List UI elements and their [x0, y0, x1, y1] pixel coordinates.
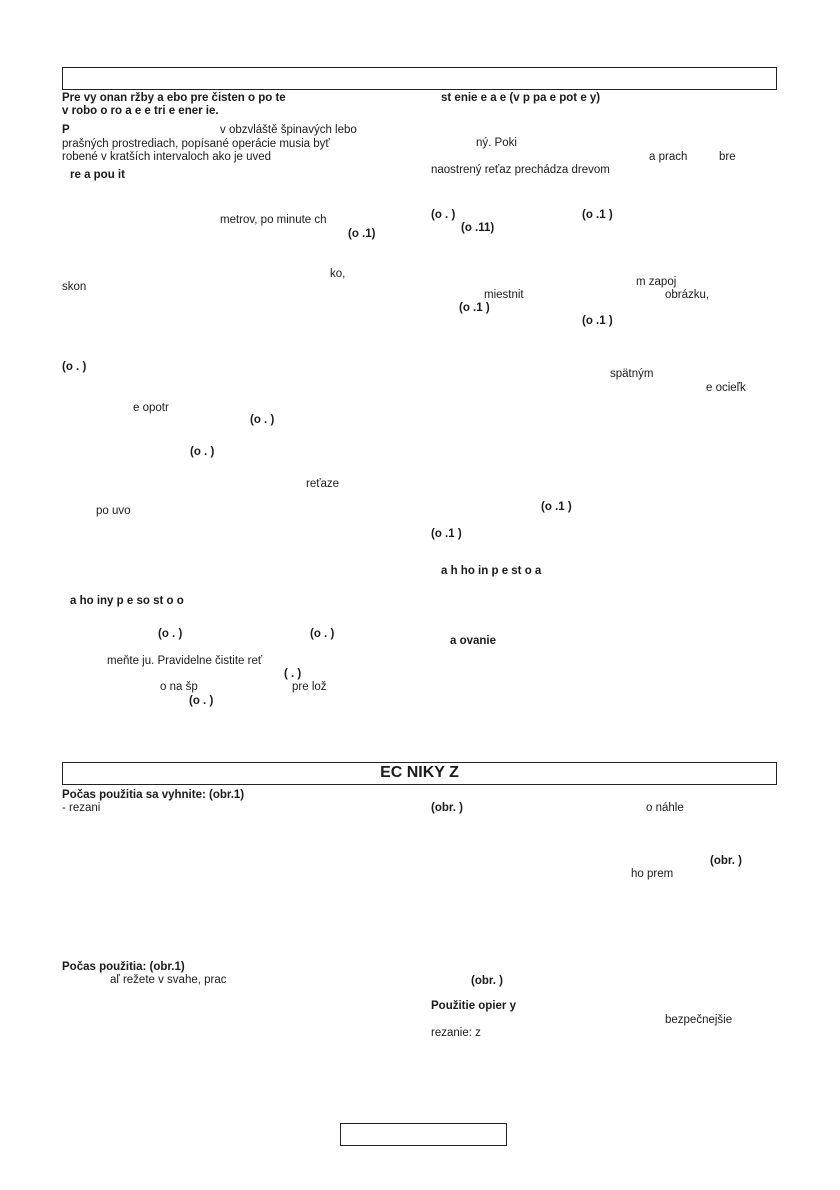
figure-reference: (obr. ) — [710, 855, 742, 867]
figure-reference: (o . ) — [250, 414, 275, 426]
support-heading: Použitie opier y — [431, 1000, 516, 1012]
figure-reference: (obr. ) — [471, 975, 503, 987]
text-fragment: bre — [719, 151, 736, 163]
paragraph-line: naostrený reťaz prechádza drevom — [431, 164, 610, 176]
avoid-heading: Počas použitia sa vyhnite: (obr.1) — [62, 789, 245, 801]
figure-reference: (o .1 ) — [541, 501, 572, 513]
page-number-box — [340, 1123, 507, 1146]
text-fragment: po uvo — [96, 505, 131, 517]
figure-reference: (o .1 ) — [582, 315, 613, 327]
text-fragment: skon — [62, 281, 87, 293]
subheading-bar-drive: a h ho in p e st o a — [441, 565, 542, 577]
sharpening-heading: st enie e a e (v p pa e pot e y) — [441, 92, 601, 104]
paragraph-line: rezanie: z — [431, 1027, 481, 1039]
maintenance-heading-line2: v robo o ro a e e tri e ener ie. — [62, 105, 219, 117]
text-fragment: miestnit — [484, 289, 524, 301]
figure-reference: (o .1 ) — [431, 528, 462, 540]
paragraph-line: aľ režete v svahe, prac — [110, 974, 227, 986]
maintenance-heading-line1: Pre vy onan ržby a ebo pre čisten o po te — [62, 92, 286, 104]
paragraph-line: prašných prostrediach, popísané operácie musia byť — [62, 138, 330, 150]
figure-reference: (o . ) — [310, 628, 335, 640]
text-fragment: ho prem — [631, 868, 674, 880]
figure-reference: (o .11) — [461, 222, 495, 234]
text-fragment: e opotr — [133, 402, 169, 414]
figure-reference: (obr. ) — [431, 802, 463, 814]
subheading-sprocket: a ho iny p e so st o o — [70, 595, 184, 607]
paragraph-line: robené v kratších intervaloch ako je uved — [62, 151, 272, 163]
text-fragment: metrov, po minute ch — [220, 214, 327, 226]
figure-reference: (o . ) — [62, 361, 87, 373]
figure-reference: (o . ) — [190, 446, 215, 458]
text-fragment: obrázku, — [665, 289, 710, 301]
paragraph-lead-letter: P — [62, 124, 70, 136]
list-item: - rezani — [62, 802, 101, 814]
paragraph-line: meňte ju. Pravidelne čistite reť — [107, 655, 263, 667]
text-fragment: bezpečnejšie — [665, 1014, 733, 1026]
figure-reference: (o . ) — [189, 695, 214, 707]
subheading-lubrication: a ovanie — [450, 635, 497, 647]
figure-reference: ( . ) — [284, 668, 302, 680]
text-fragment: ko, — [330, 268, 346, 280]
text-fragment: spätným — [610, 368, 654, 380]
text-fragment: reťaze — [306, 478, 340, 490]
figure-reference: (o . ) — [431, 209, 456, 221]
figure-reference: (o .1 ) — [459, 302, 490, 314]
figure-reference: (o .1 ) — [582, 209, 613, 221]
text-fragment: ný. Poki — [476, 137, 517, 149]
subheading-bar-use: re a pou it — [70, 169, 125, 181]
text-fragment: e ocieľk — [706, 382, 746, 394]
text-fragment: pre lož — [292, 681, 327, 693]
text-fragment: m zapoj — [636, 276, 677, 288]
section-header-title-2: EC NIKY Z — [380, 764, 459, 781]
text-fragment: o náhle — [646, 802, 684, 814]
figure-reference: (o .1) — [348, 228, 376, 240]
section-header-box-2 — [62, 762, 777, 785]
text-fragment: o na šp — [160, 681, 198, 693]
figure-reference: (o . ) — [158, 628, 183, 640]
paragraph-line: v obzvláště špinavých lebo — [220, 124, 357, 136]
section-header-box-1 — [62, 67, 777, 90]
during-use-heading: Počas použitia: (obr.1) — [62, 961, 185, 973]
text-fragment: a prach — [649, 151, 688, 163]
